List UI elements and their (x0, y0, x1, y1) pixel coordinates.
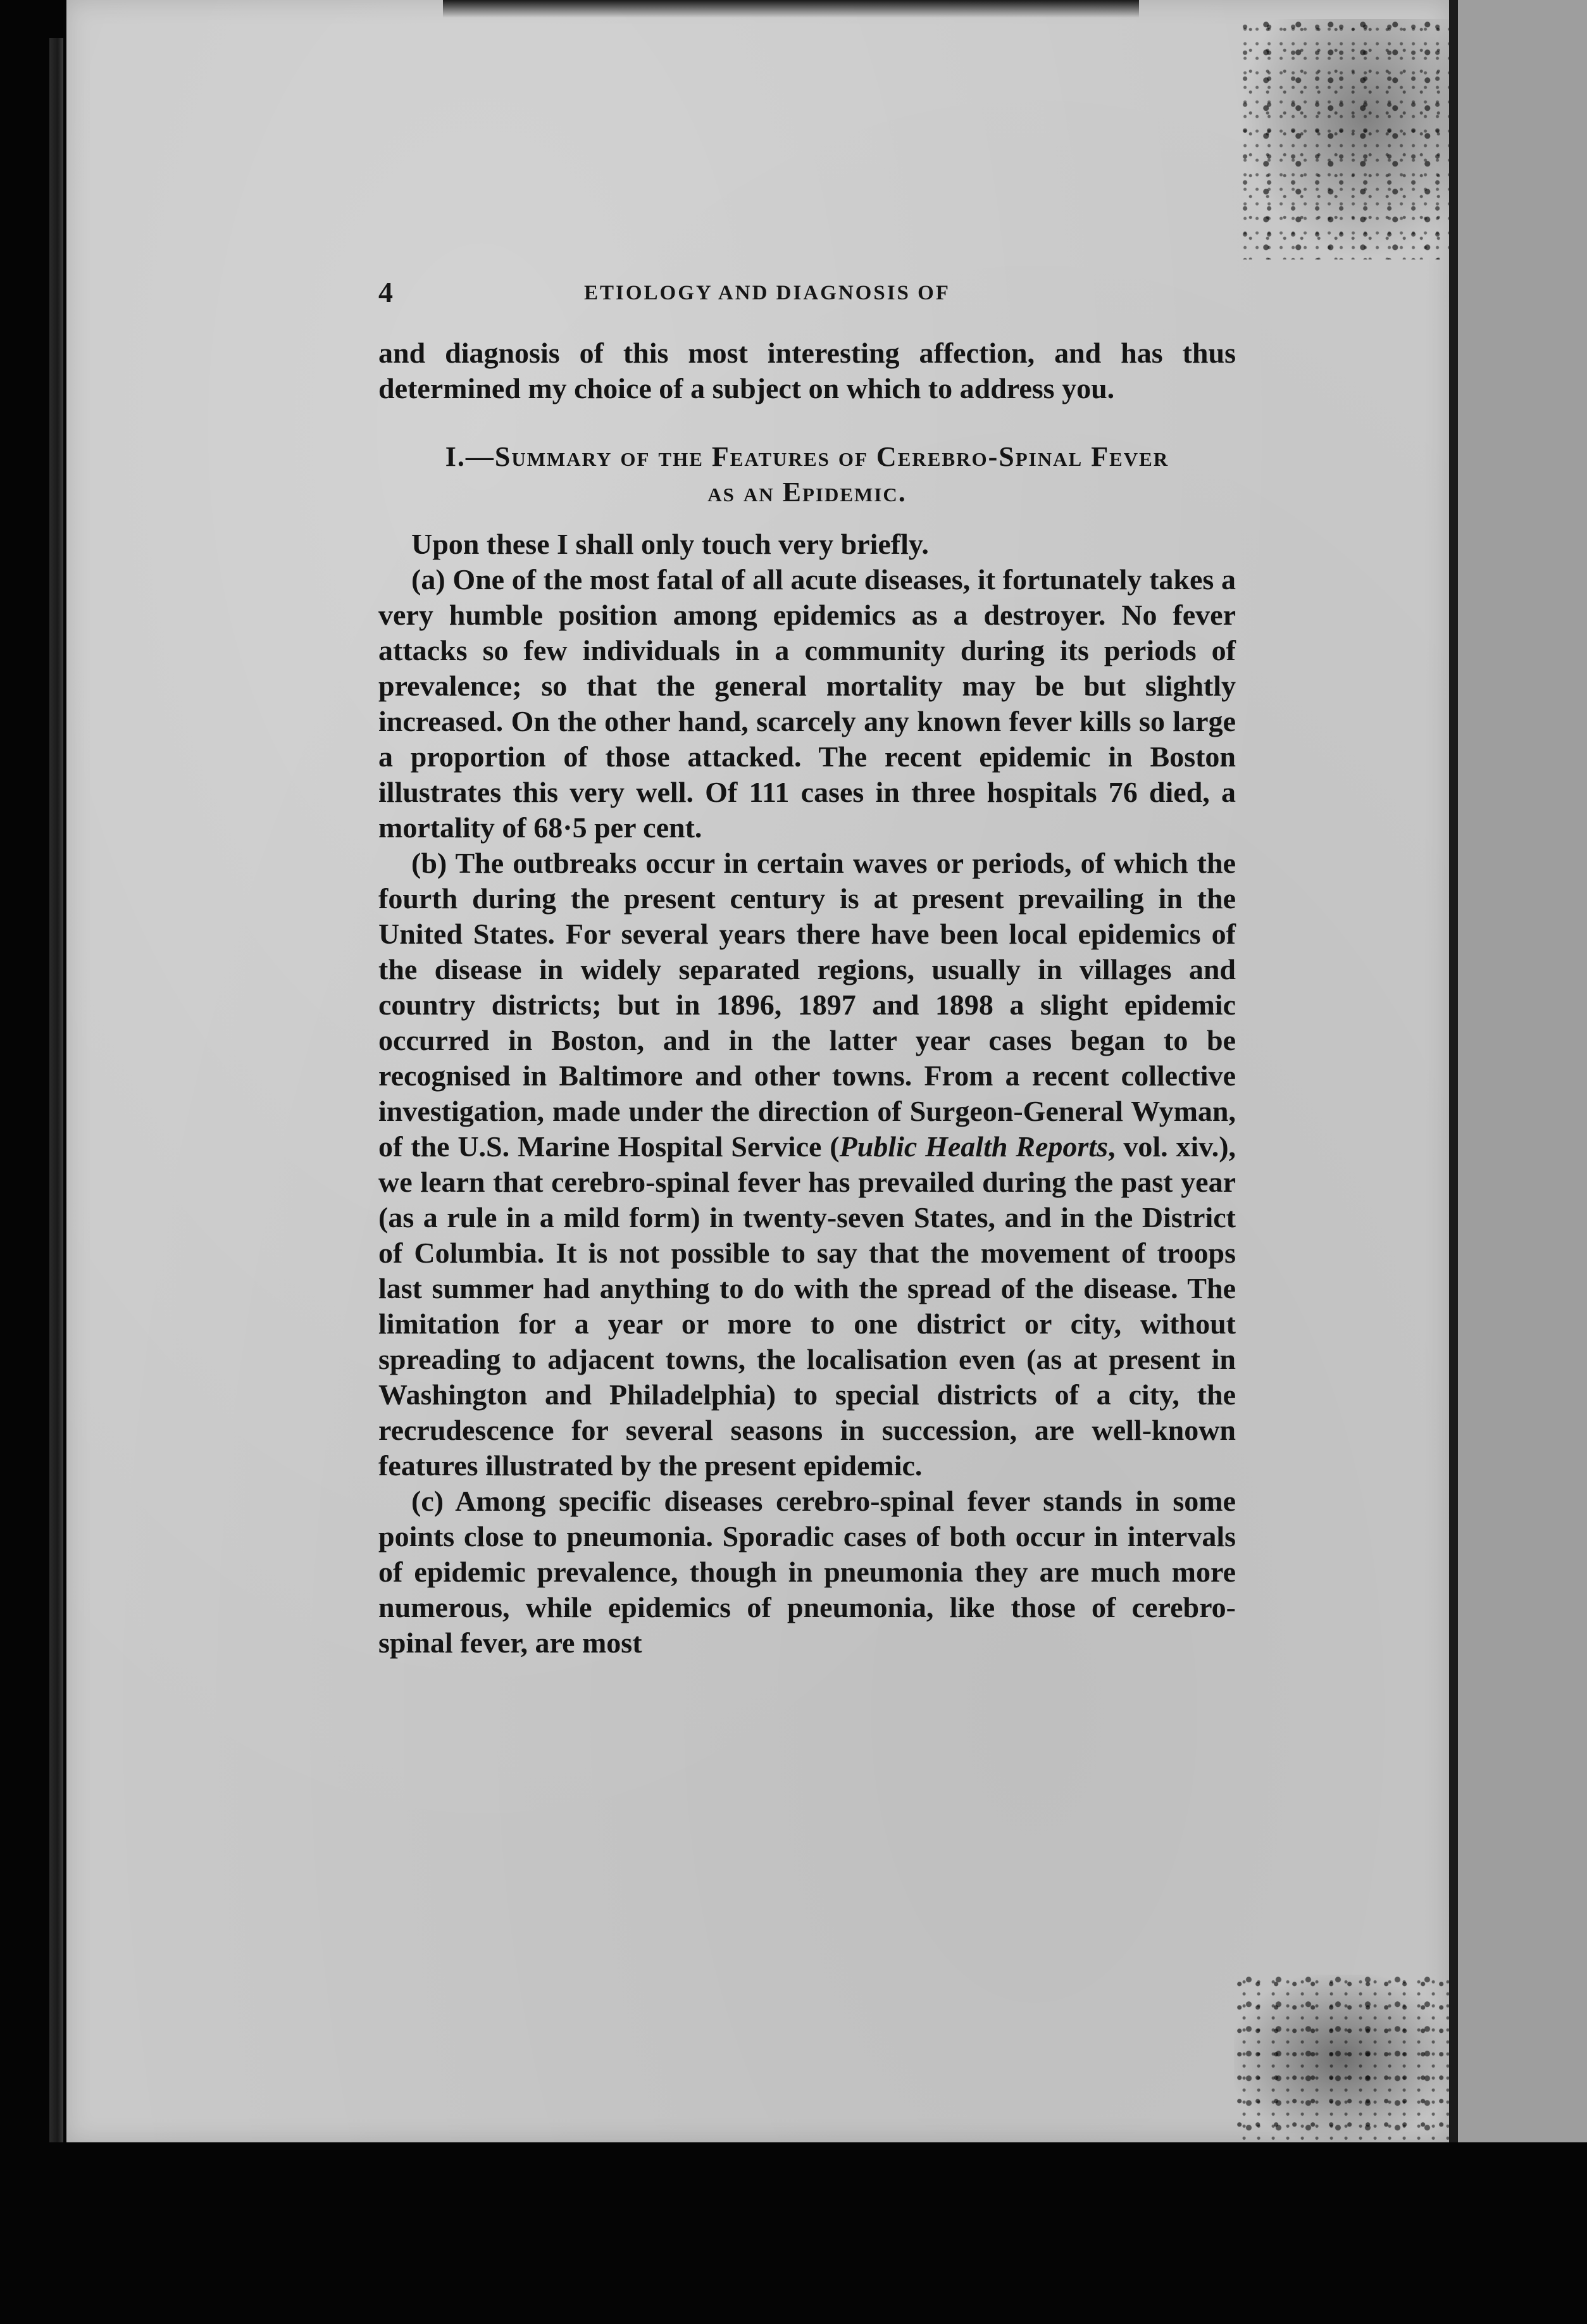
page-number: 4 (378, 276, 393, 308)
paragraph-b-text-1: (b) The outbreaks occur in certain waves or periods, of which the fourth during the present century is at present prevailing in the United States. For several years there have been local epidemics of the disease in widely separated regions, usually in villages and country districts; but in 1896, 1897 and 1898 a slight epidemic occurred in Boston, and in the latter year cases began to be recognised in Baltimore and other towns. From a recent collective investigation, made under the direction of Surgeon-General Wyman, of the U.S. Marine Hospital Service ( (378, 847, 1236, 1163)
paragraph-b-citation: Public Health Reports (839, 1130, 1108, 1163)
section-heading-line-1: I.—Summary of the Features of Cerebro-Spinal Fever (445, 441, 1169, 472)
running-head (378, 273, 1328, 311)
scan-bottom-edge (0, 2142, 1587, 2324)
intro-paragraph: and diagnosis of this most interesting affection, and has thus determined my choice of a subject on which to address you. (378, 337, 1236, 404)
spine-strip (49, 38, 63, 2158)
section-heading (378, 439, 1236, 510)
page-body (378, 335, 1236, 1661)
scan-noise-top-right (1240, 19, 1449, 259)
scan-noise-bottom-right (1234, 1975, 1449, 2142)
lead-paragraph: Upon these I shall only touch very briefly. (411, 528, 929, 560)
top-shadow (443, 0, 1139, 18)
paragraph-a: (a) One of the most fatal of all acute diseases, it fortunately takes a very humble position among epidemics as a destroyer. No fever attacks so few individuals in a community during its periods of prevalence; so that the general mortality may be but slightly increased. On the other hand, scarcely any known fever kills so large a proportion of those attacked. The recent epidemic in Boston illustrates this very well. Of 111 cases in three hospitals 76 died, a mortality of 68·5 per cent. (378, 563, 1236, 844)
page-right-border (1449, 0, 1458, 2142)
paragraph-c: (c) Among specific diseases cerebro-spinal fever stands in some points close to pneumonia. Sporadic cases of both occur in intervals of epidemic prevalence, though in pneumonia they are much more numerous, while epidemics of pneumonia, like those of cerebro-spinal fever, are most (378, 1485, 1236, 1659)
paragraph-b-text-2: , vol. xiv.), we learn that cerebro-spinal fever has prevailed during the past year (as a rule in a mild form) in twenty-seven States, and in the District of Columbia. It is not possible to say that the movement of troops last summer had anything to do with the spread of the disease. The limitation for a year or more to one district or city, without spreading to adjacent towns, the localisation even (as at present in Washington and Philadelphia) to special districts of a city, the recrudescence for several seasons in succession, are well-known features illustrated by the present epidemic. (378, 1130, 1236, 1482)
paragraph-b (378, 846, 1236, 1484)
running-head-title: ETIOLOGY AND DIAGNOSIS OF (584, 282, 950, 304)
scan-right-margin (1458, 0, 1587, 2142)
book-spine-edge (0, 0, 66, 2324)
section-heading-line-2: as an Epidemic. (707, 477, 907, 508)
